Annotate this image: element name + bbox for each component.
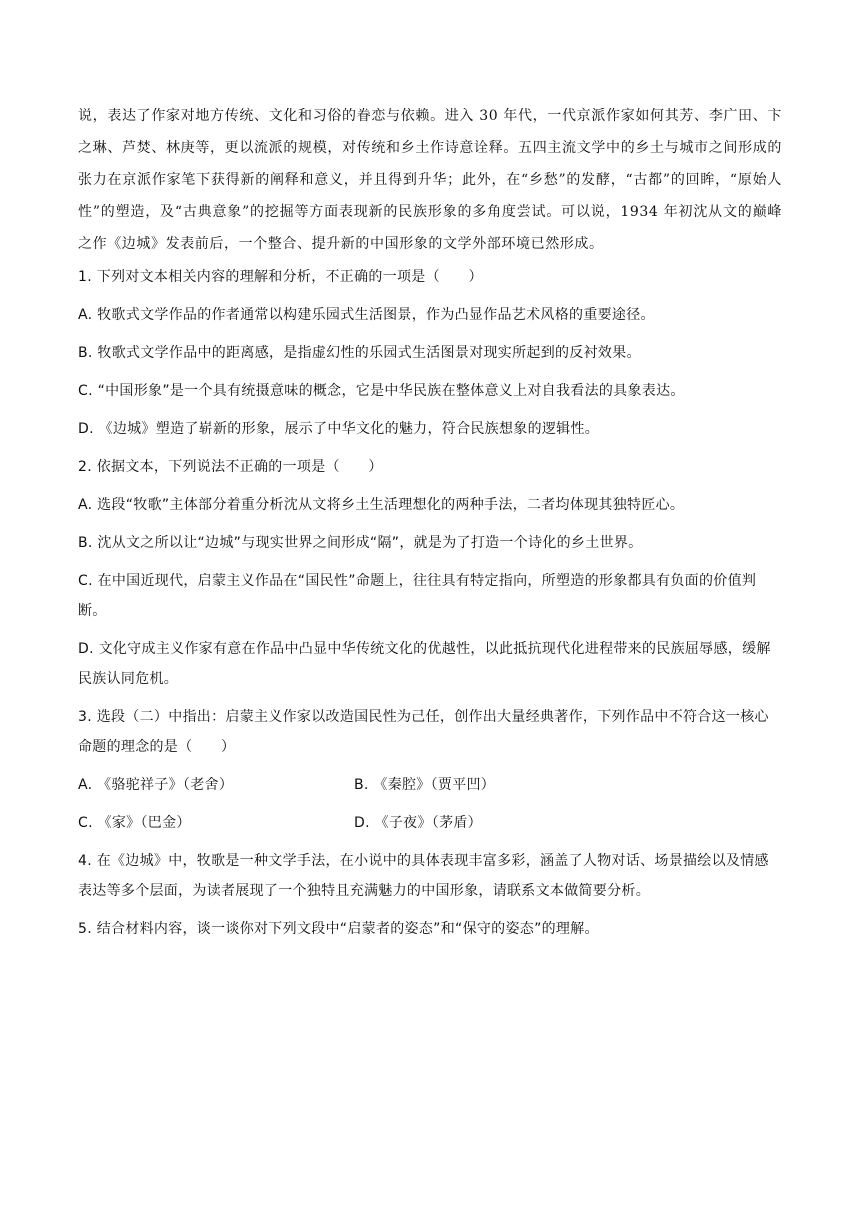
question-3 <box>78 702 782 838</box>
question-2-option-a: A. 选段“牧歌”主体部分着重分析沈从文将乡土生活理想化的两种手法，二者均体现其独特匠心。 <box>78 497 685 513</box>
question-3-options-row-1 <box>78 770 782 800</box>
question-3-option-d: D. 《子夜》（茅盾） <box>354 815 482 831</box>
question-1-option-b: B. 牧歌式文学作品中的距离感，是指虚幻性的乐园式生活图景对现实所起到的反衬效果。 <box>78 345 641 361</box>
question-3-stem: 3. 选段（二）中指出：启蒙主义作家以改造国民性为己任，创作出大量经典著作，下列作品中不符合这一核心命题的理念的是（ ） <box>78 709 769 755</box>
question-2-option-b: B. 沈从文之所以让“边城”与现实世界之间形成“隔”，就是为了打造一个诗化的乡土世界。 <box>78 535 643 551</box>
question-3-option-b: B. 《秦腔》（贾平凹） <box>354 777 496 793</box>
document-page <box>78 100 782 952</box>
question-2-stem: 2. 依据文本，下列说法不正确的一项是（ ） <box>78 459 383 475</box>
question-1-stem: 1. 下列对文本相关内容的理解和分析，不正确的一项是（ ） <box>78 269 483 285</box>
question-3-option-a: A. 《骆驼祥子》（老舍） <box>78 777 234 793</box>
question-1-option-a: A. 牧歌式文学作品的作者通常以构建乐园式生活图景，作为凸显作品艺术风格的重要途径。 <box>78 307 655 323</box>
question-5-stem: 5. 结合材料内容，谈一谈你对下列文段中“启蒙者的姿态”和“保守的姿态”的理解。 <box>78 921 599 937</box>
question-3-option-c: C. 《家》（巴金） <box>78 815 191 831</box>
question-3-options-row-2 <box>78 808 782 838</box>
question-1 <box>78 262 782 444</box>
question-4-stem: 4. 在《边城》中，牧歌是一种文学手法，在小说中的具体表现丰富多彩，涵盖了人物对话、场景描绘以及情感表达等多个层面，为读者展现了一个独特且充满魅力的中国形象，请联系文本做简要分析。 <box>78 853 769 899</box>
question-1-option-c: C. “中国形象”是一个具有统摄意味的概念，它是中华民族在整体意义上对自我看法的具象表达。 <box>78 383 685 399</box>
question-1-option-d: D. 《边城》塑造了崭新的形象，展示了中华文化的魅力，符合民族想象的逻辑性。 <box>78 421 600 437</box>
passage-paragraph: 说，表达了作家对地方传统、文化和习俗的眷恋与依赖。进入 30 年代，一代京派作家如何其芳、李广田、卞之琳、芦焚、林庚等，更以流派的规模，对传统和乡土作诗意诠释。五四主流文学中的乡土与城市之间形成的张力在京派作家笔下获得新的阐释和意义，并且得到升华；此外，在“乡愁”的发酵，“古都”的回眸，“原始人性”的塑造，及“古典意象”的挖掘等方面表现新的民族形象的多角度尝试。可以说，1934 年初沈从文的巅峰之作《边城》发表前后，一个整合、提升新的中国形象的文学外部环境已然形成。 <box>78 108 782 252</box>
question-2-option-c: C. 在中国近现代，启蒙主义作品在“国民性”命题上，往往具有特定指向，所塑造的形象都具有负面的价值判断。 <box>78 573 757 619</box>
question-2-option-d: D. 文化守成主义作家有意在作品中凸显中华传统文化的优越性，以此抵抗现代化进程带来的民族屈辱感，缓解民族认同危机。 <box>78 641 771 687</box>
question-2 <box>78 452 782 694</box>
